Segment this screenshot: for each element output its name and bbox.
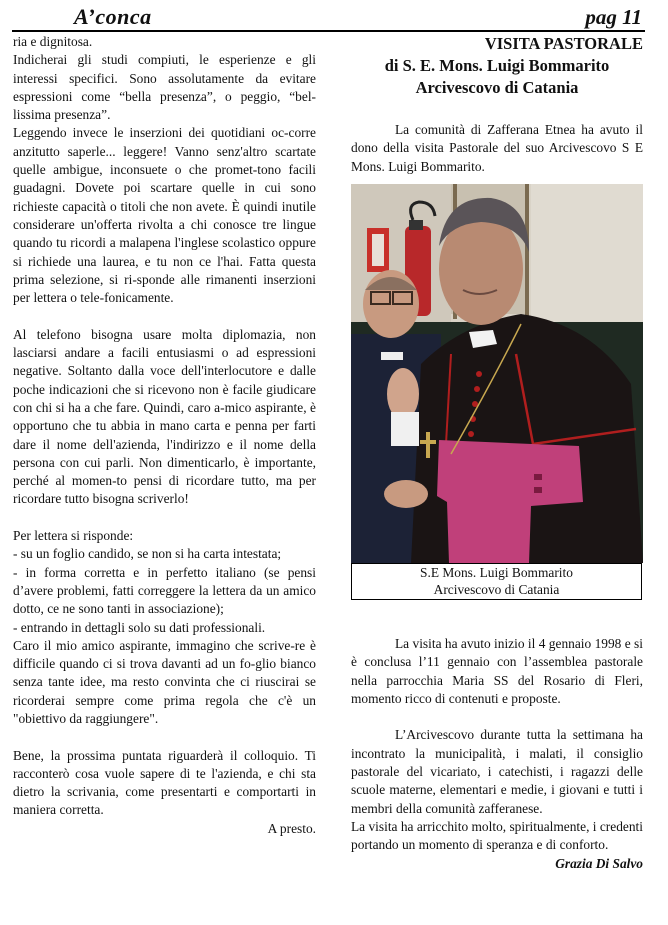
article-subtitle: Arcivescovo di Catania [415,78,579,97]
paragraph: Per lettera si risponde: [13,528,134,544]
photo-caption [351,563,642,600]
header-divider [12,30,645,32]
right-article-column [351,33,643,176]
paragraph: La visita ha arricchito molto, spiritualmente, i credenti portando un momento di speranza e di conforto. [351,818,643,853]
photo-illustration [351,184,643,563]
list-item: - entrando in dettagli solo su dati professionali. [13,619,266,635]
paragraph-gap [13,509,316,527]
paragraph: ria e dignitosa. [13,34,93,49]
left-article-column [13,33,316,838]
caption-line: S.E Mons. Luigi Bommarito [420,565,573,580]
author-signature: Grazia Di Salvo [555,855,643,871]
right-article-continued [351,635,643,873]
page-number: pag 11 [585,5,642,29]
paragraph: L’Arcivescovo durante tutta la settimana ha incontrato la municipalità, i malati, il consiglio pastorale del vicariato, i catechisti, i ragazzi delle scuole materne, elementari e medie, i giovani e tutti i membri della comunità zafferanese. [351,727,643,816]
paragraph: Al telefono bisogna usare molta diplomazia, non lasciarsi andare a facili entusiasmi o ad espressioni negative. Soltanto dalla voce dell'interlocutore e dalle poche indicazioni che si ricevono non è facile giudicare con chi si ha a che fare. Quindi, caro a-mico aspirante, è opportuno che tu abbia in mano carta e penna per farti dare il nome dell'azienda, l'indirizzo e il nome della persona con cui parli. Non dimenticarlo, è importante, perché al momen-to pensi di ricordare tutto, ma per ricordare tutto bisogna scriverlo! [13,326,316,507]
archbishop-photo [351,184,643,563]
article-intro: La comunità di Zafferana Etnea ha avuto il dono della visita Pastorale del suo Arcivescovo S E Mons. Luigi Bommarito. [351,122,643,174]
paragraph-gap [13,307,316,325]
list-item: - su un foglio candido, se non si ha carta intestata; [13,546,282,562]
paragraph: Caro il mio amico aspirante, immagino che scrive-re è difficile quando ci si trova davanti ad un fo-glio bianco senza tante idee, ma resto convinta che ci riuscirai se ricorderai sempre come prima regola che c'è un "obiettivo da raggiungere". [13,637,316,726]
paragraph: La visita ha avuto inizio il 4 gennaio 1998 e si è conclusa l’11 gennaio con l’assemblea pastorale nella parrocchia Maria SS del Rosario di Fleri, momento ricco di contenuti e proposte. [351,636,643,706]
article-heading [351,33,643,99]
article-title: VISITA PASTORALE [484,34,643,53]
caption-line: Arcivescovo di Catania [433,582,560,597]
closing-line: A presto. [267,820,316,836]
paragraph-gap [351,708,643,726]
spacer [351,99,643,121]
paragraph: Indicherai gli studi compiuti, le esperienze e gli interessi specifici. Sono assolutamente da evitare espressioni come “bella presenza”, o peggio, “bel-lissima presenza”. [13,52,316,123]
article-subtitle: di S. E. Mons. Luigi Bommarito [384,56,610,75]
paragraph: Leggendo invece le inserzioni dei quotidiani oc-corre anzitutto saperle... leggere! Vanno senz'altro scartate quelle ambigue, inconsuete o che promet-tono facili guadagni. Dovete poi scartare quelle in cui sono richieste capacità o titoli che non avete. È quindi inutile considerare un'offerta rivolta a chi conosce tre lingue quando tu ricordi a malapena l'inglese scolastico oppure si richiede una laurea, e tu non ce l'hai. Fatta questa prima selezione, si ri-sponde alle rimanenti inserzioni per lettera o tele-fonicamente. [13,125,316,306]
paragraph: Bene, la prossima puntata riguarderà il colloquio. Ti racconterò cosa vuole sapere di te l'azienda, e chi sta dietro la scrivania, come presentarti e comportarti in maniera corretta. [13,747,316,818]
list-item: - in forma corretta e in perfetto italiano (se pensi d’avere problemi, fatti correggere la lettera da un amico dotto, ce ne sono tanti in associazione); [13,564,316,617]
publication-title: A’conca [74,4,152,29]
paragraph-gap [13,728,316,746]
